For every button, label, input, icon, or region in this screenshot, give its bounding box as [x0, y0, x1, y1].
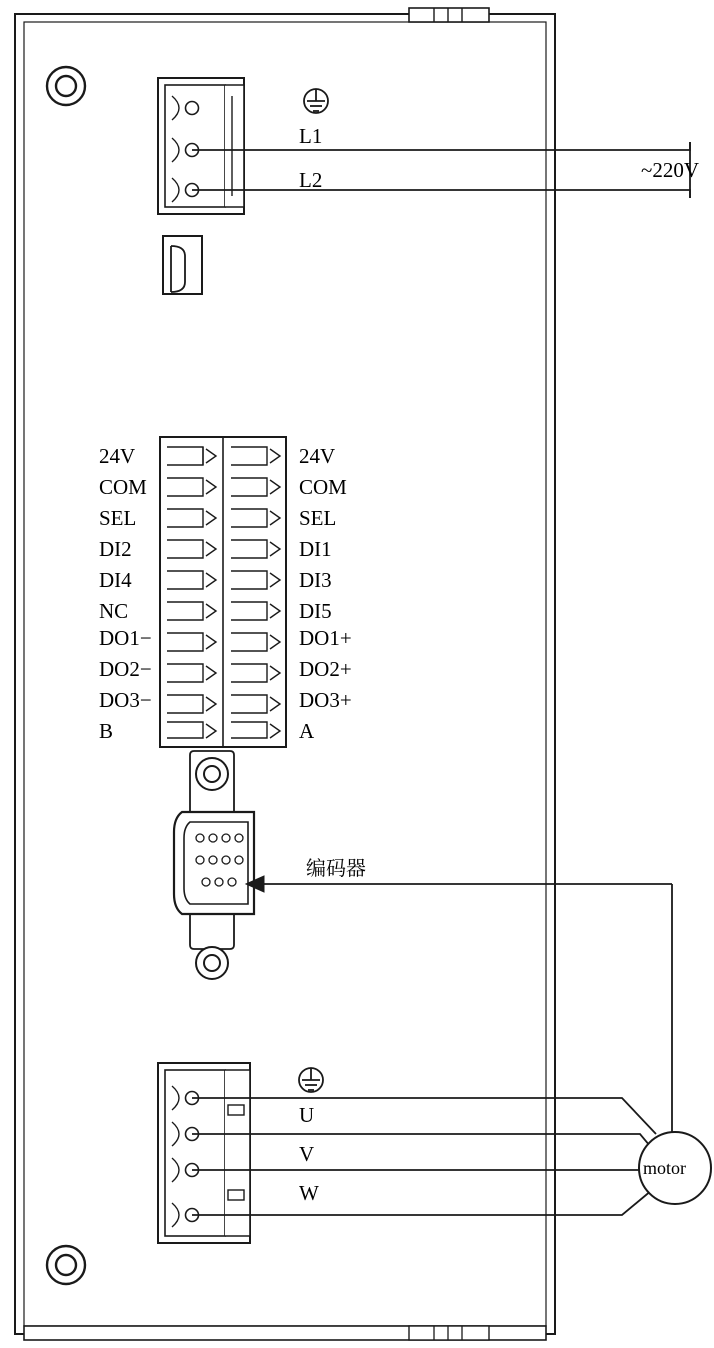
label-encoder: 编码器 — [306, 856, 366, 880]
io-right-label-3: DI1 — [299, 537, 332, 561]
io-right-label-1: COM — [299, 475, 347, 499]
io-right-label-7: DO2+ — [299, 657, 352, 681]
mounting-hole-bottom-left — [47, 1246, 85, 1284]
io-left-label-4: DI4 — [99, 568, 132, 592]
io-left-label-8: DO3− — [99, 688, 152, 712]
label-l1: L1 — [299, 124, 323, 148]
io-right-label-5: DI5 — [299, 599, 332, 623]
io-left-label-9: B — [99, 719, 114, 743]
power-input-connector — [158, 78, 244, 214]
io-left-label-3: DI2 — [99, 537, 132, 561]
earth-ground-icon-power — [304, 89, 328, 113]
io-right-label-2: SEL — [299, 506, 337, 530]
io-right-label-0: 24V — [299, 444, 336, 468]
io-left-label-2: SEL — [99, 506, 137, 530]
io-right-label-9: A — [299, 719, 315, 743]
io-right-label-4: DI3 — [299, 568, 332, 592]
io-terminal-block — [160, 437, 286, 747]
label-supply-voltage: ~220V — [641, 158, 700, 182]
earth-ground-icon-motor — [299, 1068, 323, 1092]
usb-port — [163, 236, 202, 294]
label-phase-v: V — [299, 1142, 315, 1166]
motor-power-connector — [158, 1063, 250, 1243]
io-left-label-7: DO2− — [99, 657, 152, 681]
label-l2: L2 — [299, 168, 323, 192]
io-right-label-6: DO1+ — [299, 626, 352, 650]
mounting-hole-top-left — [47, 67, 85, 105]
io-left-label-5: NC — [99, 599, 129, 623]
label-phase-u: U — [299, 1103, 315, 1127]
label-phase-w: W — [299, 1181, 319, 1205]
io-left-label-0: 24V — [99, 444, 136, 468]
io-left-label-1: COM — [99, 475, 147, 499]
io-left-label-6: DO1− — [99, 626, 152, 650]
io-right-label-8: DO3+ — [299, 688, 352, 712]
label-motor: motor — [643, 1158, 686, 1178]
